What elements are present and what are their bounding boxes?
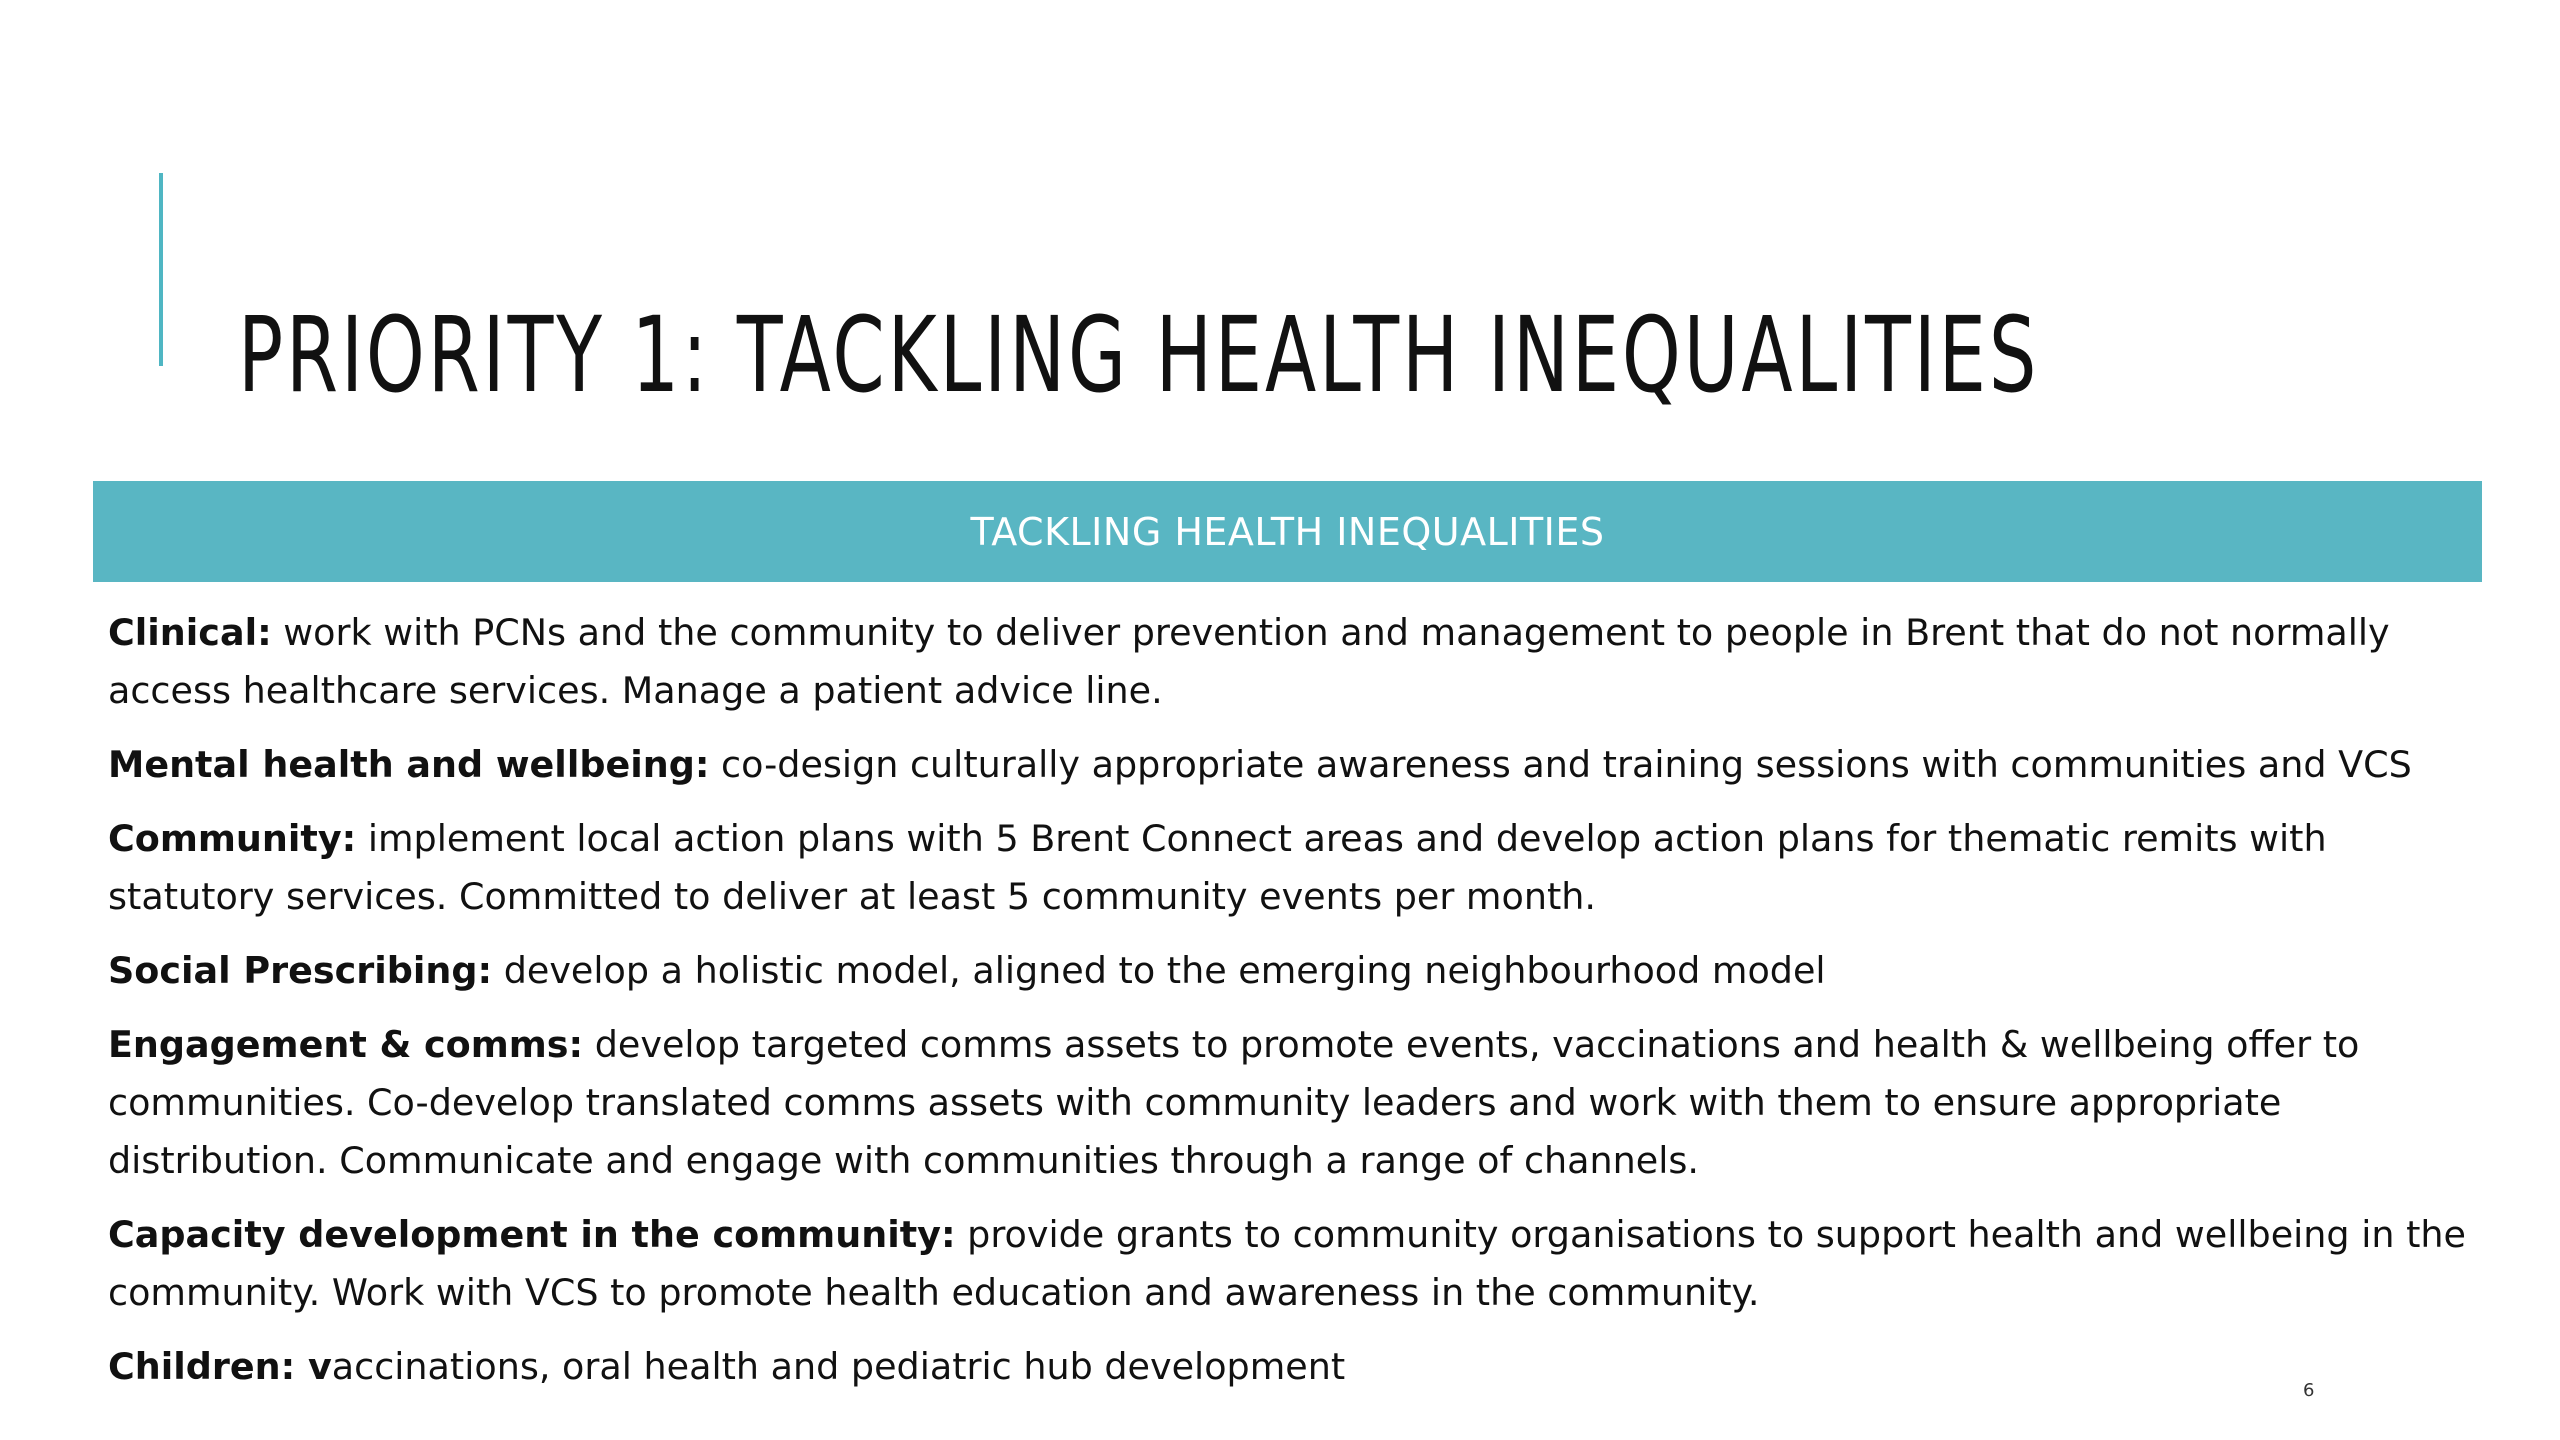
priority-list (108, 604, 2468, 1412)
page-number: 6 (2303, 1380, 2315, 1401)
item-label: Mental health and wellbeing: (108, 743, 710, 786)
title-accent-line (159, 173, 163, 366)
list-item-clinical (108, 604, 2468, 720)
item-text: co-design culturally appropriate awareness and training sessions with communities and VCS (709, 743, 2412, 786)
list-item-capacity-development (108, 1206, 2468, 1322)
item-label: Community: (108, 817, 357, 860)
item-label: Children: v (108, 1345, 332, 1388)
section-banner (93, 481, 2482, 582)
item-label: Clinical: (108, 611, 272, 654)
item-label: Capacity development in the community: (108, 1213, 956, 1256)
item-text: implement local action plans with 5 Brent Connect areas and develop action plans for thematic remits with statutory services. Committed to deliver at least 5 community events per month. (108, 817, 2327, 918)
section-banner-label: TACKLING HEALTH INEQUALITIES (970, 509, 1605, 554)
list-item-community (108, 810, 2468, 926)
item-text: work with PCNs and the community to deliver prevention and management to people in Brent that do not normally access healthcare services. Manage a patient advice line. (108, 611, 2390, 712)
item-text: accinations, oral health and pediatric hub development (331, 1345, 1346, 1388)
item-text: provide grants to community organisations to support health and wellbeing in the community. Work with VCS to promote health education and awareness in the community. (108, 1213, 2466, 1314)
item-text: develop a holistic model, aligned to the emerging neighbourhood model (492, 949, 1826, 992)
list-item-social-prescribing (108, 942, 2468, 1000)
item-label: Social Prescribing: (108, 949, 493, 992)
item-text: develop targeted comms assets to promote events, vaccinations and health & wellbeing offer to communities. Co-develop translated comms assets with community leaders and work with them to ensure appropriate distribution. Communicate and engage with communities through a range of channels. (108, 1023, 2360, 1182)
list-item-mental-health (108, 736, 2468, 794)
list-item-engagement-comms (108, 1016, 2468, 1190)
item-label: Engagement & comms: (108, 1023, 584, 1066)
list-item-children (108, 1338, 2468, 1396)
slide-title: PRIORITY 1: TACKLING HEALTH INEQUALITIES (238, 294, 2040, 416)
